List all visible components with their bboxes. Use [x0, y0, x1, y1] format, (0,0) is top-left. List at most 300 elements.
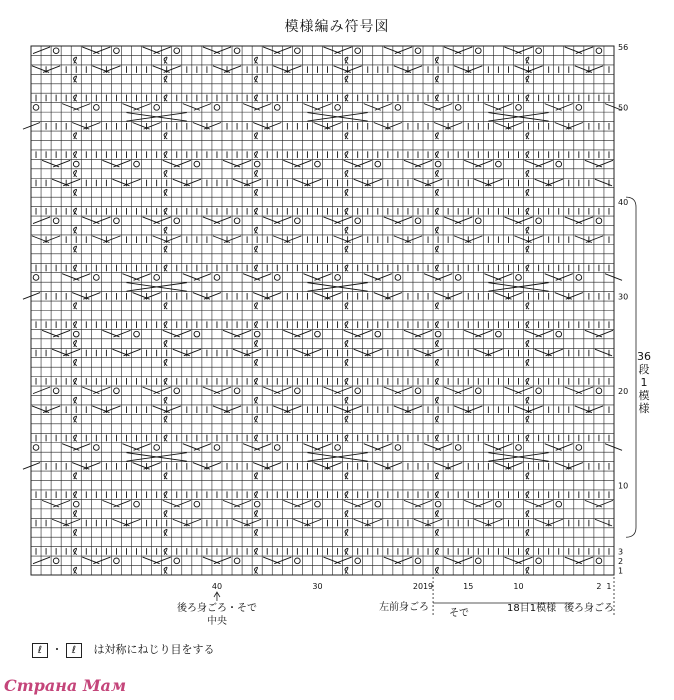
twisted-stitch-symbol [345, 340, 348, 346]
decrease-symbol [72, 463, 89, 470]
twisted-stitch-symbol [526, 567, 529, 573]
column-number-label: 2 [596, 582, 602, 591]
decrease-symbol [313, 463, 330, 470]
twisted-stitch-symbol [255, 322, 258, 328]
decrease-symbol [82, 47, 99, 54]
decrease-symbol [414, 519, 431, 526]
twisted-stitch-symbol [435, 359, 438, 365]
decrease-symbol [122, 274, 139, 281]
decrease-symbol [183, 274, 200, 281]
twisted-stitch-symbol [435, 567, 438, 573]
decrease-symbol [595, 349, 612, 356]
yarn-over-symbol [395, 275, 401, 281]
decrease-symbol [183, 104, 200, 111]
chart-title: 模様編み符号図 [284, 19, 390, 35]
decrease-symbol [324, 387, 341, 394]
yarn-over-symbol [194, 161, 200, 167]
yarn-over-symbol [73, 161, 79, 167]
decrease-symbol [173, 519, 190, 526]
twisted-stitch-symbol [74, 227, 77, 233]
twisted-stitch-symbol [345, 473, 348, 479]
twisted-stitch-symbol [74, 378, 77, 384]
twisted-stitch-symbol [164, 303, 167, 309]
decrease-symbol [153, 236, 170, 243]
decrease-symbol [153, 66, 170, 73]
decrease-symbol [23, 123, 40, 130]
yarn-over-symbol [114, 48, 120, 54]
decrease-symbol [32, 236, 49, 243]
decrease-symbol [514, 406, 531, 413]
twisted-stitch-symbol [164, 511, 167, 517]
annotation-back-body: 後ろ身ごろ [564, 603, 614, 614]
cable-cross-symbol [126, 113, 186, 122]
yarn-over-symbol [576, 275, 582, 281]
yarn-over-symbol [435, 331, 441, 337]
decrease-symbol [364, 104, 381, 111]
twisted-stitch-symbol [164, 473, 167, 479]
decrease-symbol [163, 330, 180, 337]
yarn-over-symbol [274, 445, 280, 451]
yarn-over-symbol [335, 445, 341, 451]
yarn-over-symbol [516, 105, 522, 111]
decrease-symbol [444, 47, 461, 54]
decrease-symbol [424, 274, 441, 281]
decrease-symbol [454, 236, 471, 243]
twisted-stitch-symbol [74, 473, 77, 479]
twisted-stitch-symbol [435, 170, 438, 176]
cable-cross-symbol [307, 113, 367, 122]
cable-cross-symbol [126, 453, 186, 462]
yarn-over-symbol [154, 275, 160, 281]
annotation-sleeve: そで [449, 608, 470, 619]
yarn-over-symbol [274, 105, 280, 111]
twisted-stitch-symbol [74, 416, 77, 422]
decrease-symbol [82, 217, 99, 224]
twisted-stitch-symbol [345, 152, 348, 158]
decrease-symbol [494, 123, 511, 130]
twisted-stitch-symbol [526, 529, 529, 535]
decrease-symbol [193, 293, 210, 300]
decrease-symbol [173, 349, 190, 356]
decrease-symbol [143, 387, 160, 394]
twisted-stitch-symbol [255, 511, 258, 517]
yarn-over-symbol [134, 501, 140, 507]
twisted-stitch-symbol [164, 152, 167, 158]
twisted-stitch-symbol [255, 133, 258, 139]
twisted-stitch-symbol [255, 152, 258, 158]
decrease-symbol [595, 519, 612, 526]
decrease-symbol [223, 330, 240, 337]
decrease-symbol [605, 274, 622, 281]
twisted-stitch-symbol [164, 548, 167, 554]
decrease-symbol [203, 557, 220, 564]
decrease-symbol [293, 349, 310, 356]
decrease-symbol [354, 519, 371, 526]
yarn-over-symbol [295, 558, 301, 564]
decrease-symbol [203, 387, 220, 394]
twisted-stitch-symbol [435, 303, 438, 309]
decrease-symbol [404, 160, 421, 167]
decrease-symbol [504, 217, 521, 224]
yarn-over-symbol [174, 388, 180, 394]
decrease-symbol [42, 330, 59, 337]
twisted-stitch-symbol [255, 95, 258, 101]
twisted-stitch-symbol [74, 152, 77, 158]
twisted-stitch-symbol [74, 208, 77, 214]
decrease-symbol [143, 217, 160, 224]
yarn-over-symbol [94, 445, 100, 451]
twisted-stitch-symbol [526, 548, 529, 554]
decrease-symbol [273, 66, 290, 73]
twisted-stitch-symbol [345, 303, 348, 309]
decrease-symbol [514, 66, 531, 73]
decrease-symbol [565, 387, 582, 394]
decrease-symbol [454, 66, 471, 73]
decrease-symbol [313, 123, 330, 130]
twisted-stitch-symbol [345, 378, 348, 384]
yarn-over-symbol [375, 161, 381, 167]
yarn-over-symbol [214, 445, 220, 451]
decrease-symbol [213, 236, 230, 243]
decrease-symbol [293, 519, 310, 526]
twisted-stitch-symbol [255, 303, 258, 309]
twisted-stitch-symbol [526, 227, 529, 233]
yarn-over-symbol [335, 105, 341, 111]
decrease-symbol [555, 463, 572, 470]
twisted-stitch-symbol [345, 322, 348, 328]
decrease-symbol [484, 444, 501, 451]
decrease-symbol [585, 160, 602, 167]
twisted-stitch-symbol [345, 435, 348, 441]
yarn-over-symbol [295, 218, 301, 224]
decrease-symbol [434, 293, 451, 300]
twisted-stitch-symbol [345, 76, 348, 82]
decrease-symbol [424, 104, 441, 111]
twisted-stitch-symbol [74, 133, 77, 139]
decrease-symbol [133, 123, 150, 130]
twisted-stitch-symbol [345, 529, 348, 535]
cable-cross-symbol [488, 113, 548, 122]
twisted-stitch-symbol [164, 133, 167, 139]
center-arrow [214, 592, 220, 601]
yarn-over-symbol [455, 445, 461, 451]
decrease-symbol [283, 500, 300, 507]
decrease-symbol [384, 387, 401, 394]
yarn-over-symbol [556, 501, 562, 507]
twisted-stitch-symbol [435, 416, 438, 422]
twisted-stitch-symbol [164, 397, 167, 403]
repeat-rows-label-char: 36 [637, 350, 651, 363]
twisted-stitch-symbol [255, 359, 258, 365]
twisted-stitch-symbol [345, 265, 348, 271]
decrease-symbol [223, 160, 240, 167]
twisted-stitch-symbol [74, 529, 77, 535]
twisted-stitch-symbol [435, 152, 438, 158]
decrease-symbol [33, 217, 50, 224]
decrease-symbol [82, 387, 99, 394]
yarn-over-symbol [94, 105, 100, 111]
twisted-stitch-symbol [255, 208, 258, 214]
decrease-symbol [595, 179, 612, 186]
yarn-over-symbol [496, 331, 502, 337]
decrease-symbol [82, 557, 99, 564]
yarn-over-symbol [355, 388, 361, 394]
decrease-symbol [575, 406, 592, 413]
twisted-stitch-symbol [435, 57, 438, 63]
twisted-stitch-symbol [345, 492, 348, 498]
twisted-stitch-symbol [526, 378, 529, 384]
twisted-stitch-symbol [255, 76, 258, 82]
annotation-left-front: 左前身ごろ [379, 602, 430, 613]
decrease-symbol [494, 463, 511, 470]
decrease-symbol [374, 123, 391, 130]
decrease-symbol [494, 293, 511, 300]
decrease-symbol [193, 463, 210, 470]
legend-twisted-stitch-symbol-b: ℓ [66, 643, 82, 658]
decrease-symbol [454, 406, 471, 413]
decrease-symbol [42, 500, 59, 507]
twisted-stitch-symbol [164, 416, 167, 422]
yarn-over-symbol [576, 445, 582, 451]
decrease-symbol [122, 444, 139, 451]
decrease-symbol [42, 160, 59, 167]
twisted-stitch-symbol [255, 473, 258, 479]
yarn-over-symbol [475, 218, 481, 224]
yarn-over-symbol [475, 48, 481, 54]
decrease-symbol [474, 349, 491, 356]
twisted-stitch-symbol [345, 246, 348, 252]
decrease-symbol [545, 274, 562, 281]
row-number-label: 50 [618, 103, 629, 113]
decrease-symbol [354, 179, 371, 186]
decrease-symbol [52, 349, 69, 356]
decrease-symbol [33, 387, 50, 394]
yarn-over-symbol [114, 218, 120, 224]
decrease-symbol [364, 274, 381, 281]
twisted-stitch-symbol [345, 189, 348, 195]
yarn-over-symbol [234, 388, 240, 394]
decrease-symbol [33, 47, 50, 54]
decrease-symbol [374, 463, 391, 470]
twisted-stitch-symbol [164, 529, 167, 535]
decrease-symbol [52, 519, 69, 526]
twisted-stitch-symbol [164, 189, 167, 195]
twisted-stitch-symbol [345, 57, 348, 63]
decrease-symbol [173, 179, 190, 186]
twisted-stitch-symbol [435, 340, 438, 346]
legend [32, 641, 215, 658]
twisted-stitch-symbol [435, 246, 438, 252]
decrease-symbol [424, 444, 441, 451]
twisted-stitch-symbol [526, 473, 529, 479]
decrease-symbol [72, 293, 89, 300]
twisted-stitch-symbol [74, 359, 77, 365]
twisted-stitch-symbol [345, 95, 348, 101]
decrease-symbol [324, 557, 341, 564]
yarn-over-symbol [395, 105, 401, 111]
yarn-over-symbol [475, 388, 481, 394]
twisted-stitch-symbol [74, 95, 77, 101]
decrease-symbol [143, 557, 160, 564]
twisted-stitch-symbol [526, 170, 529, 176]
decrease-symbol [474, 179, 491, 186]
yarn-over-symbol [335, 275, 341, 281]
twisted-stitch-symbol [74, 492, 77, 498]
decrease-symbol [545, 104, 562, 111]
decrease-symbol [92, 406, 109, 413]
decrease-symbol [394, 406, 411, 413]
yarn-over-symbol [315, 331, 321, 337]
twisted-stitch-symbol [164, 378, 167, 384]
yarn-over-symbol [114, 388, 120, 394]
decrease-symbol [52, 179, 69, 186]
decrease-symbol [92, 66, 109, 73]
yarn-over-symbol [596, 218, 602, 224]
twisted-stitch-symbol [255, 397, 258, 403]
decrease-symbol [153, 406, 170, 413]
decrease-symbol [102, 160, 119, 167]
yarn-over-symbol [73, 501, 79, 507]
decrease-symbol [23, 293, 40, 300]
twisted-stitch-symbol [435, 189, 438, 195]
twisted-stitch-symbol [164, 322, 167, 328]
decrease-symbol [273, 406, 290, 413]
decrease-symbol [575, 66, 592, 73]
row-number-label: 30 [618, 292, 629, 302]
row-number-label: 2 [618, 556, 624, 566]
decrease-symbol [434, 123, 451, 130]
twisted-stitch-symbol [526, 303, 529, 309]
twisted-stitch-symbol [74, 397, 77, 403]
decrease-symbol [223, 500, 240, 507]
twisted-stitch-symbol [526, 208, 529, 214]
cable-cross-symbol [488, 453, 548, 462]
twisted-stitch-symbol [435, 492, 438, 498]
decrease-symbol [474, 519, 491, 526]
twisted-stitch-symbol [255, 170, 258, 176]
decrease-symbol [203, 47, 220, 54]
decrease-symbol [504, 557, 521, 564]
yarn-over-symbol [214, 275, 220, 281]
row-number-label: 20 [618, 386, 629, 396]
twisted-stitch-symbol [435, 322, 438, 328]
decrease-symbol [344, 160, 361, 167]
decrease-symbol [303, 274, 320, 281]
yarn-over-symbol [254, 331, 260, 337]
decrease-symbol [23, 463, 40, 470]
twisted-stitch-symbol [255, 416, 258, 422]
decrease-symbol [203, 217, 220, 224]
twisted-stitch-symbol [255, 246, 258, 252]
twisted-stitch-symbol [345, 227, 348, 233]
twisted-stitch-symbol [164, 208, 167, 214]
twisted-stitch-symbol [255, 567, 258, 573]
yarn-over-symbol [114, 558, 120, 564]
decrease-symbol [32, 406, 49, 413]
decrease-symbol [163, 160, 180, 167]
twisted-stitch-symbol [255, 378, 258, 384]
twisted-stitch-symbol [164, 340, 167, 346]
decrease-symbol [112, 349, 129, 356]
decrease-symbol [525, 330, 542, 337]
yarn-over-symbol [194, 501, 200, 507]
watermark-logo: Страна Мам [4, 676, 127, 695]
decrease-symbol [303, 444, 320, 451]
cable-cross-symbol [126, 283, 186, 292]
decrease-symbol [253, 123, 270, 130]
twisted-stitch-symbol [255, 227, 258, 233]
twisted-stitch-symbol [74, 57, 77, 63]
decrease-symbol [555, 123, 572, 130]
twisted-stitch-symbol [435, 76, 438, 82]
twisted-stitch-symbol [74, 567, 77, 573]
twisted-stitch-symbol [74, 265, 77, 271]
yarn-over-symbol [174, 558, 180, 564]
twisted-stitch-symbol [435, 378, 438, 384]
decrease-symbol [504, 387, 521, 394]
yarn-over-symbol [415, 558, 421, 564]
decrease-symbol [404, 500, 421, 507]
decrease-symbol [253, 293, 270, 300]
decrease-symbol [464, 330, 481, 337]
twisted-stitch-symbol [164, 95, 167, 101]
yarn-over-symbol [596, 388, 602, 394]
decrease-symbol [263, 557, 280, 564]
decrease-symbol [535, 519, 552, 526]
decrease-symbol [122, 104, 139, 111]
twisted-stitch-symbol [255, 340, 258, 346]
decrease-symbol [484, 274, 501, 281]
repeat-rows-label-char: 段 [638, 363, 650, 376]
decrease-symbol [464, 160, 481, 167]
decrease-symbol [62, 274, 79, 281]
twisted-stitch-symbol [164, 76, 167, 82]
decrease-symbol [585, 500, 602, 507]
decrease-symbol [394, 66, 411, 73]
repeat-rows-label-char: 様 [638, 402, 650, 415]
twisted-stitch-symbol [345, 567, 348, 573]
yarn-over-symbol [415, 388, 421, 394]
repeat-rows-label-char: 1 [640, 376, 648, 389]
decrease-symbol [464, 500, 481, 507]
decrease-symbol [263, 217, 280, 224]
yarn-over-symbol [496, 501, 502, 507]
yarn-over-symbol [516, 275, 522, 281]
twisted-stitch-symbol [345, 208, 348, 214]
yarn-over-symbol [355, 48, 361, 54]
column-number-label: 10 [513, 582, 524, 591]
decrease-symbol [344, 330, 361, 337]
decrease-symbol [555, 293, 572, 300]
decrease-symbol [283, 160, 300, 167]
yarn-over-symbol [33, 105, 39, 111]
twisted-stitch-symbol [435, 473, 438, 479]
decrease-symbol [384, 47, 401, 54]
decrease-symbol [484, 104, 501, 111]
twisted-stitch-symbol [435, 397, 438, 403]
decrease-symbol [62, 104, 79, 111]
decrease-symbol [213, 66, 230, 73]
yarn-over-symbol [134, 161, 140, 167]
twisted-stitch-symbol [74, 548, 77, 554]
decrease-symbol [313, 293, 330, 300]
twisted-stitch-symbol [255, 189, 258, 195]
yarn-over-symbol [295, 48, 301, 54]
decrease-symbol [444, 217, 461, 224]
decrease-symbol [364, 444, 381, 451]
decrease-symbol [102, 500, 119, 507]
row-number-label: 10 [618, 481, 629, 491]
